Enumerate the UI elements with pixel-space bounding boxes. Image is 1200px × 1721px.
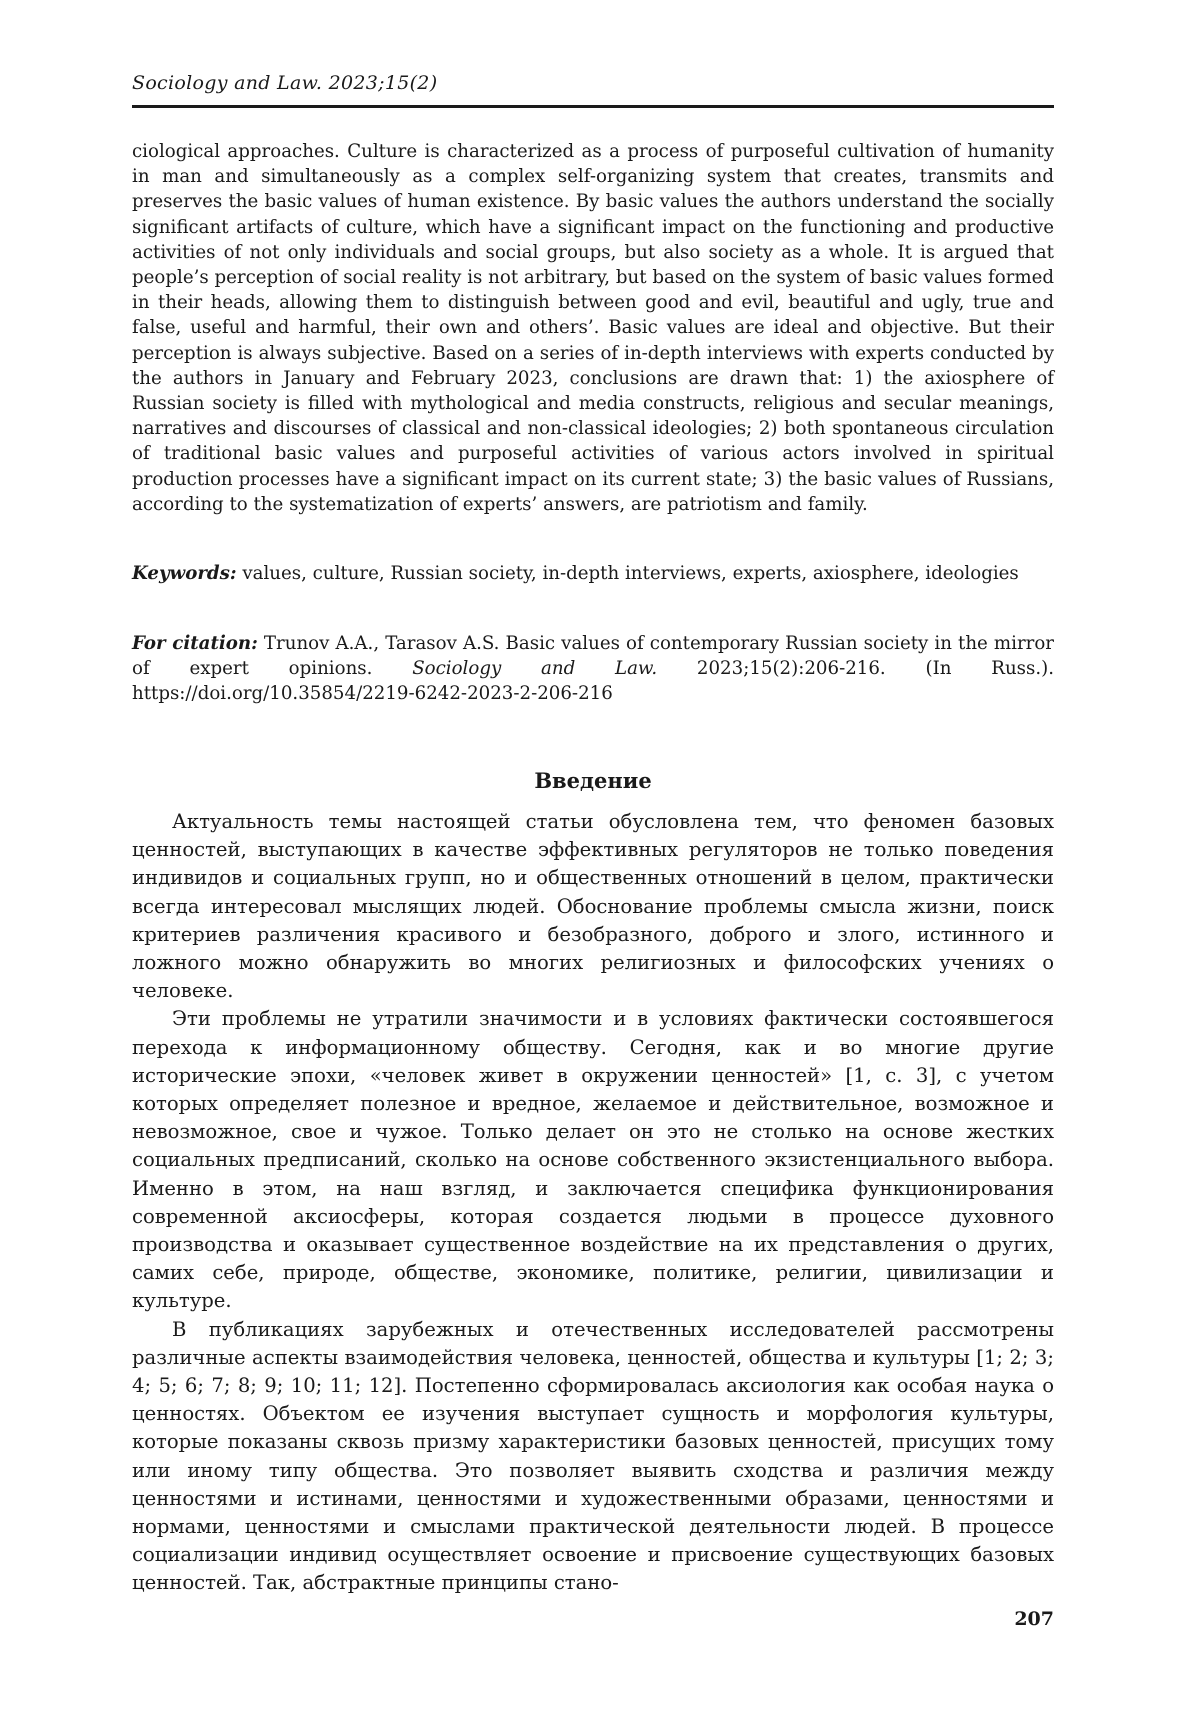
keywords-text: values, culture, Russian society, in-depth interviews, experts, axiosphere, ideologies bbox=[236, 563, 1019, 584]
header-rule bbox=[132, 105, 1054, 108]
keywords-label: Keywords: bbox=[132, 563, 237, 584]
citation-journal: Sociology and Law. bbox=[412, 658, 658, 680]
citation-text-before: Trunov A.A., Tarasov A.S. Basic values of contemporary Russian society in the mirror of expert opinions. bbox=[132, 633, 1055, 680]
page-number: 207 bbox=[1014, 1608, 1054, 1630]
body-paragraph: В публикациях зарубежных и отечественных исследователей рассмотрены различные аспекты взаимодействия человека, ценностей, общества и культуры [1; 2; 3; 4; 5; 6; 7; 8; 9; 10; 11; 12]. Постепенно сформировалась аксиология как особая наука о ценностях. Объектом ее изучения выступает сущность и морфология культуры, которые показаны сквозь призму характеристики базовых ценностей, присущих тому или иному типу общества. Это позволяет выявить сходства и различия между ценностями и истинами, ценностями и художественными образами, ценностями и нормами, ценностями и смыслами практической деятельности людей. В процессе социализации индивид осуществляет освоение и присвоение существующих базовых ценностей. Так, абстрактные принципы стано- bbox=[132, 1317, 1054, 1595]
section-body bbox=[132, 808, 1054, 1598]
citation bbox=[132, 631, 1054, 707]
abstract-text: ciological approaches. Culture is characterized as a process of purposeful cultivation of humanity in man and simultaneously as a complex self-organizing system that creates, transmits and preserves the basic values of human existence. By basic values the authors understand the socially significant artifacts of culture, which have a significant impact on the functioning and productive activities of not only individuals and social groups, but also society as a whole. It is argued that people’s perception of social reality is not arbitrary, but based on the system of basic values formed in their heads, allowing them to distinguish between good and evil, beautiful and ugly, true and false, useful and harmful, their own and others’. Basic values are ideal and objective. But their perception is always subjective. Based on a series of in-depth interviews with experts conducted by the authors in January and February 2023, conclusions are drawn that: 1) the axiosphere of Russian society is filled with mythological and media constructs, religious and secular meanings, narratives and discourses of classical and non-classical ideologies; 2) both spontaneous circulation of traditional basic values and purposeful activities of various actors involved in spiritual production processes have a significant impact on its current state; 3) the basic values of Russians, according to the systematization of experts’ answers, are patriotism and family. bbox=[132, 141, 1054, 515]
citation-text-after: 2023;15(2):206-216. (In Russ.). https://doi.org/10.35854/2219-6242-2023-2-206-216 bbox=[132, 658, 1055, 705]
body-paragraph: Актуальность темы настоящей статьи обусловлена тем, что феномен базовых ценностей, выступающих в качестве эффективных регуляторов не только поведения индивидов и социальных групп, но и общественных отношений в целом, практически всегда интересовал мыслящих людей. Обоснование проблемы смысла жизни, поиск критериев различения красивого и безобразного, доброго и злого, истинного и ложного можно обнаружить во многих религиозных и философских учениях о человеке. bbox=[132, 810, 1054, 1003]
keywords bbox=[132, 561, 1054, 586]
body-paragraph: Эти проблемы не утратили значимости и в условиях фактически состоявшегося перехода к информационному обществу. Сегодня, как и во многие другие исторические эпохи, «человек живет в окружении ценностей» [1, с. 3], с учетом которых определяет полезное и вредное, желаемое и действительное, возможное и невозможное, свое и чужое. Только делает он это не столько на основе жестких социальных предписаний, сколько на основе собственного экзистенциального выбора. Именно в этом, на наш взгляд, и заключается специфика функционирования современной аксиосферы, которая создается людьми в процессе духовного производства и оказывает существенное воздействие на их представления о других, самих себе, природе, обществе, экономике, политике, религии, цивилизации и культуре. bbox=[132, 1007, 1054, 1313]
citation-label: For citation: bbox=[132, 633, 258, 654]
section-heading: Введение bbox=[534, 768, 652, 793]
running-title: Sociology and Law. 2023;15(2) bbox=[132, 72, 438, 94]
